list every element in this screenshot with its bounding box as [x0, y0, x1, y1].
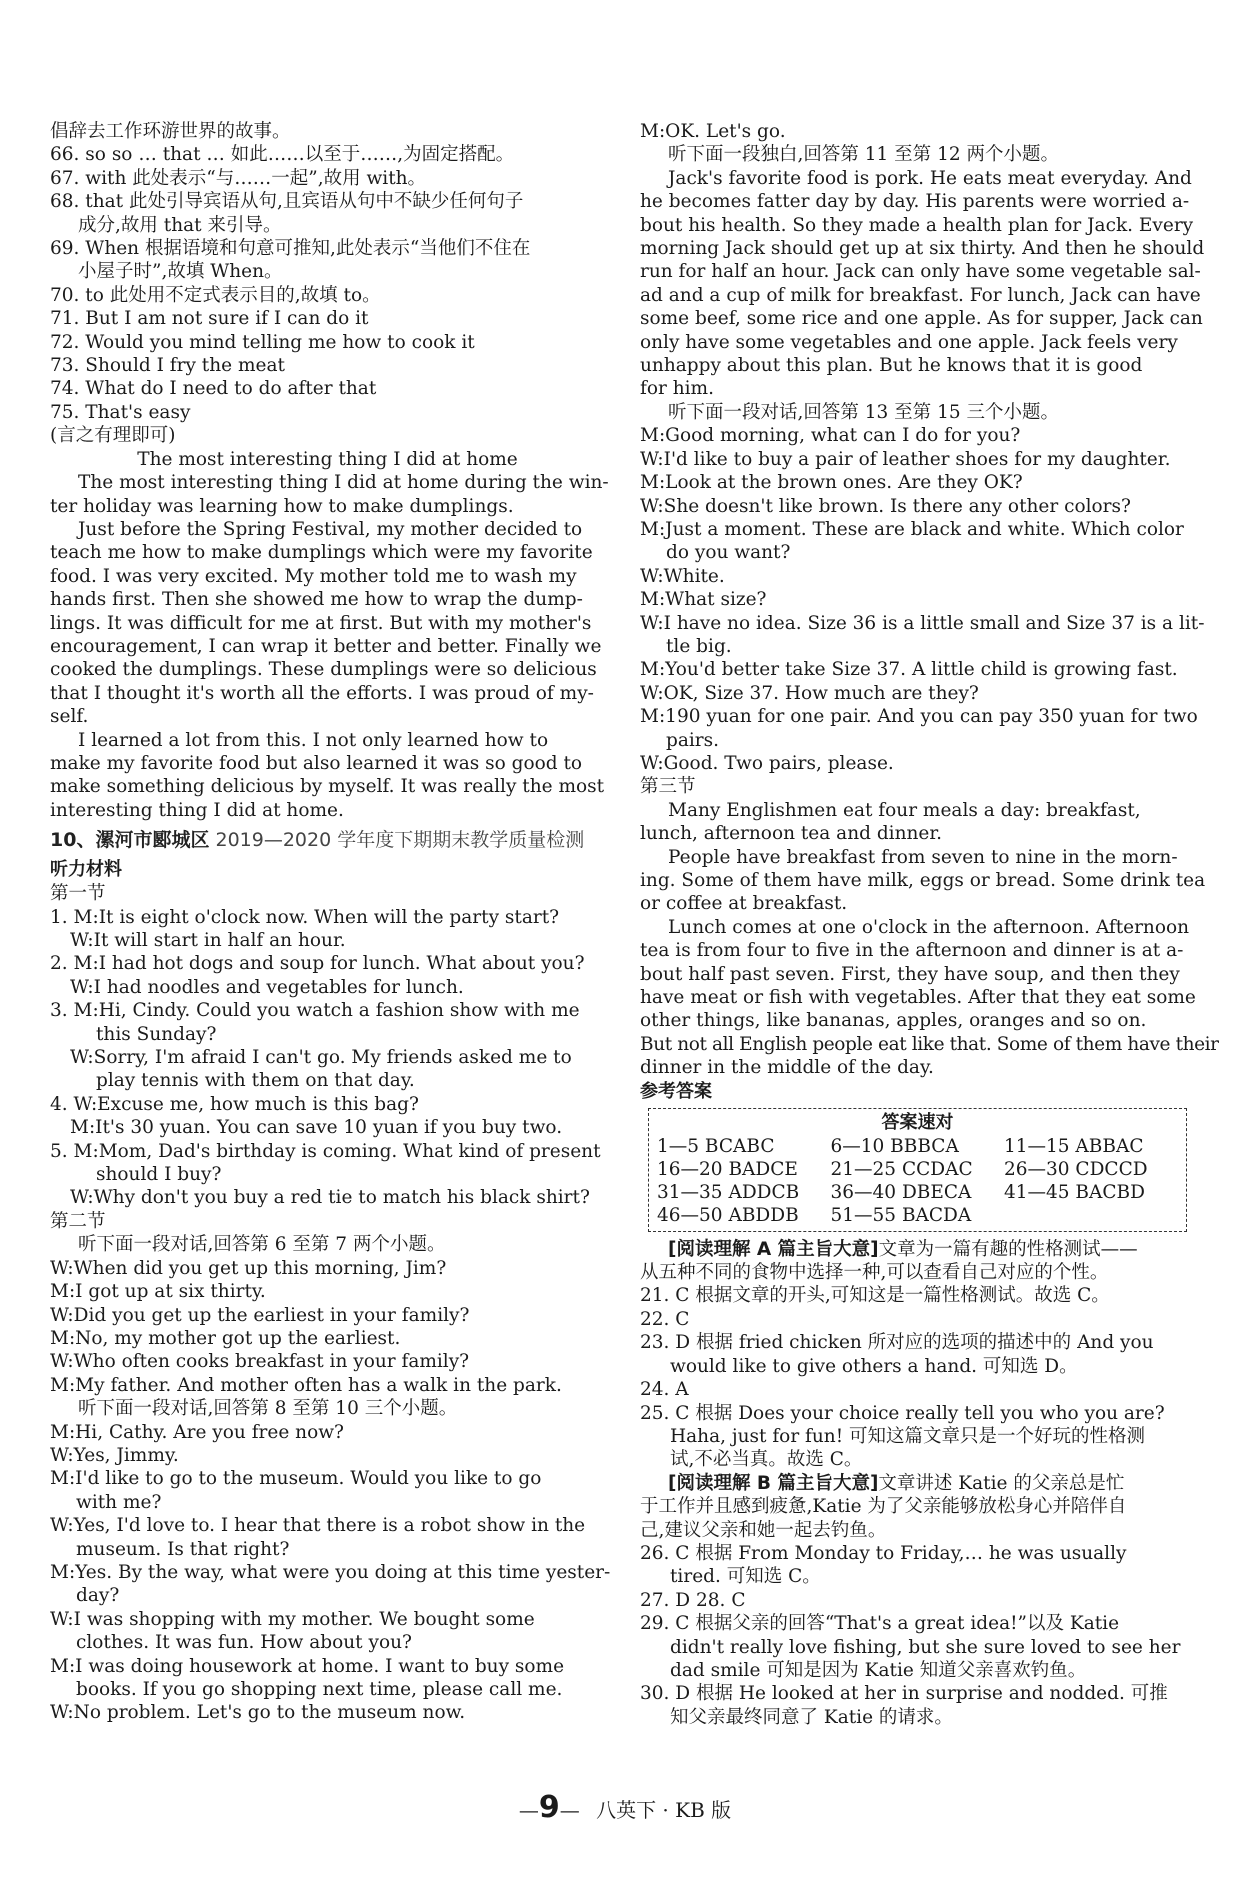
explanation-line: 22. C	[640, 1308, 690, 1330]
explanation-line: 27. D 28. C	[640, 1589, 746, 1611]
explanation-line: 23. D 根据 fried chicken 所对应的选项的描述中的 And you	[640, 1332, 1154, 1354]
answer-box-title: 答案速对	[881, 1111, 954, 1133]
dialogue-line: clothes. It was fun. How about you?	[76, 1632, 412, 1654]
explanation-line: 30. D 根据 He looked at her in surprise and nodded. 可推	[640, 1683, 1168, 1705]
passage-line: have meat or fish with vegetables. After that they eat some	[640, 987, 1196, 1009]
dialogue-line: M:Hi, Cathy. Are you free now?	[50, 1421, 344, 1443]
dialogue-line: books. If you go shopping next time, please call me.	[76, 1679, 563, 1700]
explanation-line: would like to give others a hand. 可知选 D。	[670, 1355, 1078, 1377]
dialogue-line: 4. W:Excuse me, how much is this bag?	[50, 1093, 419, 1115]
passage-line: dinner in the middle of the day.	[640, 1057, 934, 1079]
monologue-line: some beef, some rice and one apple. As for supper, Jack can	[640, 308, 1203, 330]
passage-line: People have breakfast from seven to nine in the morn-	[668, 846, 1178, 868]
dialogue-line: do you want?	[666, 542, 791, 564]
dialogue-line: tle big.	[666, 635, 732, 657]
essay-line: The most interesting thing I did at home during the win-	[78, 472, 609, 494]
essay-line: make my favorite food but also learned it was so good to	[50, 752, 583, 774]
explanation-line: tired. 可知选 C。	[670, 1566, 821, 1588]
answer-cell: 31—35 ADDCB	[657, 1181, 800, 1203]
passage-line: lunch, afternoon tea and dinner.	[640, 823, 943, 845]
reading-b-text: 文章讲述 Katie 的父亲总是忙	[878, 1472, 1125, 1494]
answer-cell: 46—50 ABDDB	[657, 1204, 799, 1226]
monologue-line: ad and a cup of milk for breakfast. For lunch, Jack can have	[640, 284, 1201, 306]
dialogue-line: M:Yes. By the way, what were you doing at this time yester-	[50, 1561, 611, 1583]
explanation-line: 25. C 根据 Does your choice really tell you who you are?	[640, 1402, 1165, 1424]
passage-line: bout half past seven. First, they have soup, and then they	[640, 963, 1180, 985]
dialogue-line: W:OK, Size 37. How much are they?	[640, 682, 979, 704]
dialogue-line: M:I was doing housework at home. I want to buy some	[50, 1655, 565, 1677]
reading-a-tag: [阅读理解 A 篇主旨大意]	[668, 1238, 879, 1260]
answer-72: 72. Would you mind telling me how to cook it	[50, 331, 475, 353]
book-label: 八英下 · KB 版	[596, 1798, 732, 1822]
monologue-line: Jack's favorite food is pork. He eats meat everyday. And	[668, 167, 1192, 189]
answer-cell: 21—25 CCDAC	[830, 1158, 973, 1180]
monologue-line: run for half an hour. Jack can only have some vegetable sal-	[640, 261, 1201, 283]
unit-title-rest: 2019—2020 学年度下期期末教学质量检测	[209, 829, 585, 852]
explanation-line: 从五种不同的食物中选择一种,可以查看自己对应的个性。	[640, 1262, 1109, 1284]
dialogue-line: W:Who often cooks breakfast in your family?	[50, 1351, 470, 1373]
explanation-line: 29. C 根据父亲的回答“That's a great idea!”以及 Katie	[640, 1613, 1120, 1635]
dialogue-line: W:Yes, I'd love to. I hear that there is a robot show in the	[50, 1515, 586, 1537]
instruction: 听下面一段对话,回答第 8 至第 10 三个小题。	[78, 1398, 458, 1420]
essay-line: encouragement, I can wrap it better and better. Finally we	[50, 635, 602, 657]
answer-70: 70. to 此处用不定式表示目的,故填 to。	[50, 284, 381, 306]
answer-cell: 11—15 ABBAC	[1003, 1135, 1144, 1157]
explanation-line: 己,建议父亲和她一起去钓鱼。	[640, 1519, 887, 1541]
answer-cell: 6—10 BBBCA	[830, 1135, 959, 1157]
essay-title: The most interesting thing I did at home	[137, 448, 518, 470]
dialogue-line: M:Look at the brown ones. Are they OK?	[640, 472, 1023, 494]
text-line: 成分,故用 that 来引导。	[78, 214, 282, 236]
section-label: 第一节	[50, 883, 106, 905]
dialogue-line: W:When did you get up this morning, Jim?	[50, 1257, 447, 1279]
dialogue-line: play tennis with them on that day.	[96, 1070, 415, 1092]
answer-69: 69. When 根据语境和句意可推知,此处表示“当他们不住在	[50, 238, 531, 260]
essay-line: interesting thing I did at home.	[50, 799, 344, 821]
explanation-line: didn't really love fishing, but she sure loved to see her	[670, 1636, 1181, 1658]
answer-71: 71. But I am not sure if I can do it	[50, 308, 369, 330]
monologue-line: bout his health. So they made a health plan for Jack. Every	[640, 214, 1194, 236]
essay-line: ter holiday was learning how to make dumplings.	[50, 495, 514, 517]
explanation-line: Haha, just for fun! 可知这篇文章只是一个好玩的性格测	[670, 1425, 1146, 1447]
dialogue-line: W:No problem. Let's go to the museum now.	[50, 1702, 466, 1724]
text-line: 小屋子时”,故填 When。	[78, 261, 283, 283]
dialogue-line: 1. M:It is eight o'clock now. When will the party start?	[50, 906, 560, 928]
dialogue-line: M:I'd like to go to the museum. Would you like to go	[50, 1468, 542, 1490]
explanation-line: 知父亲最终同意了 Katie 的请求。	[670, 1706, 953, 1728]
dialogue-line: pairs.	[666, 729, 720, 751]
essay-line: Just before the Spring Festival, my mother decided to	[78, 518, 583, 540]
reading-b-tag: [阅读理解 B 篇主旨大意]	[668, 1472, 879, 1494]
dialogue-line: M:Good morning, what can I do for you?	[640, 425, 1021, 447]
answer-cell: 41—45 BACBD	[1003, 1181, 1145, 1203]
unit-title-prefix: 10、漯河市郾城区	[50, 829, 210, 852]
dialogue-line: museum. Is that right?	[76, 1538, 290, 1560]
dialogue-line: M:190 yuan for one pair. And you can pay 350 yuan for two	[640, 706, 1198, 728]
dialogue-line: W:I have no idea. Size 36 is a little small and Size 37 is a lit-	[640, 612, 1205, 634]
essay-line: make something delicious by myself. It was really the most	[50, 776, 605, 798]
explanation-line: 26. C 根据 From Monday to Friday,… he was usually	[640, 1542, 1127, 1564]
monologue-line: only have some vegetables and one apple. Jack feels very	[640, 331, 1178, 353]
dialogue-line: this Sunday?	[96, 1023, 217, 1045]
dialogue-line: 3. M:Hi, Cindy. Could you watch a fashion show with me	[50, 1000, 580, 1022]
dialogue-line: 5. M:Mom, Dad's birthday is coming. What kind of present	[50, 1140, 601, 1162]
essay-line: self.	[50, 706, 89, 728]
answer-cell: 36—40 DBECA	[830, 1181, 972, 1203]
dialogue-line: W:White.	[640, 565, 725, 587]
passage-line: But not all English people eat like that. Some of them have their	[640, 1033, 1219, 1055]
essay-line: I learned a lot from this. I not only learned how to	[78, 729, 549, 751]
essay-line: cooked the dumplings. These dumplings were so delicious	[50, 659, 597, 681]
essay-line: hands first. Then she showed me how to wrap the dump-	[50, 589, 583, 611]
dialogue-line: W:Did you get up the earliest in your family?	[50, 1304, 470, 1326]
unit-title	[50, 826, 605, 854]
dialogue-line: W:I had noodles and vegetables for lunch.	[70, 976, 464, 998]
answer-75: 75. That's easy	[50, 401, 191, 423]
passage-line: other things, like bananas, apples, oranges and so on.	[640, 1010, 1147, 1032]
explanation-line: dad smile 可知是因为 Katie 知道父亲喜欢钓鱼。	[670, 1659, 1087, 1681]
dialogue-line: day?	[76, 1585, 120, 1607]
passage-line: ing. Some of them have milk, eggs or bread. Some drink tea	[640, 870, 1206, 891]
answer-row	[657, 1135, 1178, 1158]
monologue-line: unhappy about this plan. But he knows that it is good	[640, 355, 1143, 377]
reading-b-summary	[640, 1472, 1195, 1495]
section-label: 第二节	[50, 1210, 106, 1232]
footer-dash: —	[518, 1798, 539, 1822]
listening-heading: 听力材料	[50, 859, 122, 881]
instruction: 听下面一段独白,回答第 11 至第 12 两个小题。	[668, 144, 1059, 166]
dialogue-line: W:I was shopping with my mother. We bought some	[50, 1608, 535, 1630]
footer-dash: —	[559, 1798, 580, 1822]
left-column	[50, 120, 611, 1725]
passage-line: tea is from four to five in the afternoon and dinner is at a-	[640, 940, 1184, 962]
passage-line: Many Englishmen eat four meals a day: breakfast,	[668, 799, 1141, 821]
answer-row	[657, 1204, 1178, 1227]
dialogue-line: M:No, my mother got up the earliest.	[50, 1327, 401, 1349]
explanation-line: 试,不必当真。故选 C。	[670, 1449, 863, 1471]
explanation-line: 24. A	[640, 1379, 689, 1401]
essay-line: teach me how to make dumplings which were my favorite	[50, 542, 593, 564]
essay-line: that I thought it's worth all the efforts. I was proud of my-	[50, 682, 594, 704]
answer-row	[657, 1158, 1178, 1181]
answer-cell: 26—30 CDCCD	[1003, 1158, 1148, 1180]
essay-line: food. I was very excited. My mother told me to wash my	[50, 565, 577, 587]
note: (言之有理即可)	[50, 425, 176, 447]
passage-line: or coffee at breakfast.	[640, 893, 848, 915]
answer-cell	[1004, 1204, 1177, 1227]
page-number: 9	[538, 1790, 560, 1825]
dialogue-line: W:Sorry, I'm afraid I can't go. My friends asked me to	[70, 1047, 572, 1069]
answer-74: 74. What do I need to do after that	[50, 378, 377, 400]
page-footer	[0, 1790, 1250, 1825]
answer-row	[657, 1181, 1178, 1204]
answer-cell: 1—5 BCABC	[657, 1135, 775, 1157]
answer-67: 67. with 此处表示“与……一起”,故用 with。	[50, 167, 427, 189]
dialogue-line: M:It's 30 yuan. You can save 10 yuan if you buy two.	[70, 1117, 563, 1139]
monologue-line: for him.	[640, 378, 714, 400]
dialogue-line: with me?	[76, 1491, 162, 1513]
dialogue-line: 2. M:I had hot dogs and soup for lunch. What about you?	[50, 953, 585, 975]
dialogue-line: M:I got up at six thirty.	[50, 1281, 266, 1303]
dialogue-line: W:She doesn't like brown. Is there any other colors?	[640, 495, 1131, 517]
passage-line: Lunch comes at one o'clock in the afternoon. Afternoon	[668, 916, 1190, 938]
explanation-line: 于工作并且感到疲惫,Katie 为了父亲能够放松身心并陪伴自	[640, 1496, 1127, 1518]
answer-cell: 51—55 BACDA	[830, 1204, 972, 1226]
dialogue-line: M:Just a moment. These are black and white. Which color	[640, 518, 1184, 540]
reading-a-text: 文章为一篇有趣的性格测试——	[878, 1238, 1138, 1260]
text-line: 倡辞去工作环游世界的故事。	[50, 121, 291, 142]
instruction: 听下面一段对话,回答第 6 至第 7 两个小题。	[78, 1234, 446, 1256]
monologue-line: he becomes fatter day by day. His parents were worried a-	[640, 191, 1190, 213]
answer-cell: 16—20 BADCE	[657, 1158, 798, 1180]
section-label: 第三节	[640, 776, 696, 798]
reading-a-summary	[640, 1238, 1195, 1261]
dialogue-line: M:My father. And mother often has a walk in the park.	[50, 1374, 562, 1396]
dialogue-line: W:It will start in half an hour.	[70, 930, 346, 951]
answer-box	[648, 1108, 1187, 1232]
dialogue-line: M:OK. Let's go.	[640, 121, 786, 142]
dialogue-line: W:Why don't you buy a red tie to match his black shirt?	[70, 1187, 590, 1209]
essay-line: lings. It was difficult for me at first. But with my mother's	[50, 612, 592, 634]
answer-73: 73. Should I fry the meat	[50, 355, 285, 377]
dialogue-line: M:You'd better take Size 37. A little child is growing fast.	[640, 659, 1178, 681]
dialogue-line: W:I'd like to buy a pair of leather shoes for my daughter.	[640, 448, 1171, 470]
answer-68: 68. that 此处引导宾语从句,且宾语从句中不缺少任何句子	[50, 191, 524, 213]
explanation-line: 21. C 根据文章的开头,可知这是一篇性格测试。故选 C。	[640, 1285, 1110, 1307]
monologue-line: morning Jack should get up at six thirty. And then he should	[640, 238, 1205, 260]
instruction: 听下面一段对话,回答第 13 至第 15 三个小题。	[668, 401, 1059, 423]
answer-66: 66. so so … that … 如此……以至于……,为固定搭配。	[50, 144, 515, 166]
dialogue-line: should I buy?	[96, 1164, 222, 1186]
dialogue-line: W:Good. Two pairs, please.	[640, 752, 894, 774]
dialogue-line: M:What size?	[640, 589, 767, 611]
answers-heading: 参考答案	[640, 1080, 712, 1102]
right-column	[640, 120, 1219, 1729]
dialogue-line: W:Yes, Jimmy.	[50, 1444, 179, 1466]
